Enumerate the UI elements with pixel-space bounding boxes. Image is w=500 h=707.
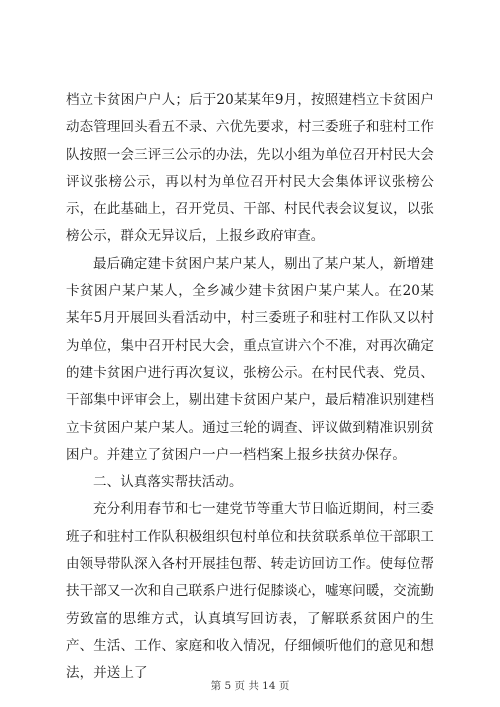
paragraph-1: 档立卡贫困户户人；后于20某某年9月，按照建档立卡贫困户动态管理回头看五不录、六优先要求，村三委班子和驻村工作队按照一会三评三公示的办法，先以小组为单位召开村民大会评议张榜公示，再以村为单位召开村民大会集体评议张榜公示，在此基础上，召开党员、干部、村民代表会议复议，以张榜公示，群众无异议后，上报乡政府审查。: [66, 92, 434, 245]
paragraph-3: 充分利用春节和七一建党节等重大节日临近期间，村三委班子和驻村工作队积极组织包村单位和扶贫联系单位干部职工由领导带队深入各村开展挂包帮、转走访回访工作。使每位帮扶干部又一次和自己联系户进行促膝谈心，嘘寒问暖，交流勤劳致富的思维方式，认真填写回访表，了解联系贫困户的生产、生活、工作、家庭和收入情况，仔细倾听他们的意见和想法，并送上了: [66, 501, 434, 682]
page-number-footer: 第 5 页 共 14 页: [210, 680, 290, 692]
document-body: [66, 87, 434, 688]
section-heading-2: 二、认真落实帮扶活动。: [93, 474, 243, 491]
paragraph-2: 最后确定建卡贫困户某户某人，剔出了某户某人，新增建卡贫困户某户某人，全乡减少建卡贫困户某户某人。在20某某年5月开展回头看活动中，村三委班子和驻村工作队又以村为单位，集中召开村民大会，重点宣讲六个不准，对再次确定的建卡贫困户进行再次复议，张榜公示。在村民代表、党员、干部集中评审会上，剔出建卡贫困户某户，最后精准识别建档立卡贫困户某户某人。通过三轮的调查、评议做到精准识别贫困户。并建立了贫困户一户一档档案上报乡扶贫办保存。: [66, 255, 434, 463]
